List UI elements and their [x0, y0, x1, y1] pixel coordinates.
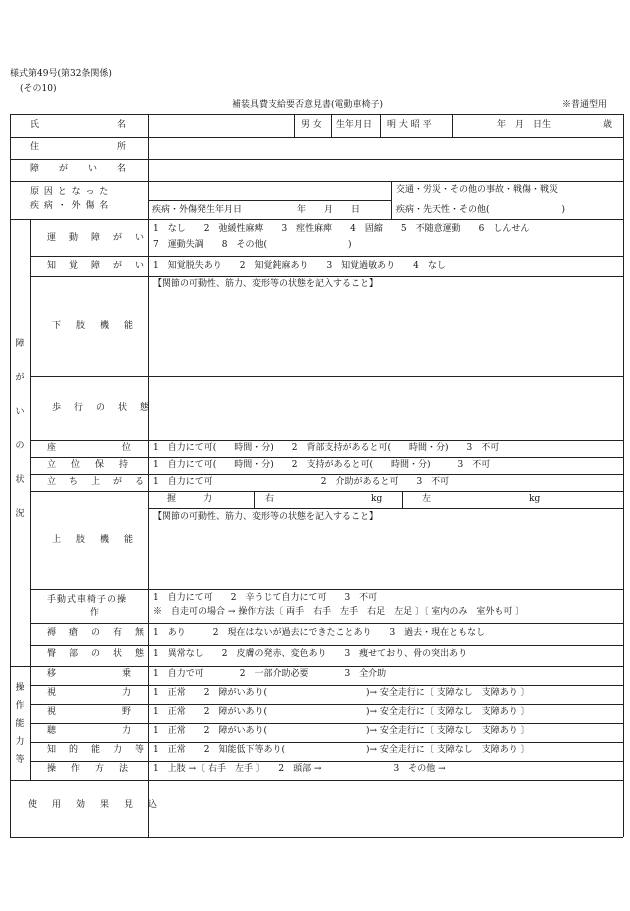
hearing-label: 聴 力 [47, 726, 131, 736]
divider [30, 276, 623, 277]
grip-right-label: 右 [265, 494, 275, 504]
divider [294, 114, 295, 137]
divider [30, 742, 623, 743]
buttock-label: 臀 部 の 状 態 [47, 649, 147, 659]
vision-label: 視 力 [47, 688, 131, 698]
divider [30, 623, 623, 624]
divider [30, 440, 623, 441]
visual-field-label: 視 野 [47, 707, 131, 717]
standing-label: 立 位 保 持 [47, 460, 132, 470]
divider [10, 666, 623, 667]
divider [10, 137, 623, 138]
divider [391, 181, 392, 219]
age-unit: 歳 [603, 120, 613, 130]
divider [30, 704, 623, 705]
manual-wheelchair-label-1: 手動式車椅子の操 [47, 595, 128, 605]
cause-label-1: 原 因 と な っ た [30, 187, 110, 197]
form-subnumber: (その10) [20, 84, 57, 94]
frame-left [10, 114, 11, 837]
cause-option-disease: 疾病・先天性・その他( ) [396, 205, 566, 215]
hearing-options: 1 正常 2 障がいあり( )→ 安全走行に〔 支障なし 支障あり 〕 [153, 726, 530, 736]
lower-limb-label: 下 肢 機 能 [52, 321, 137, 331]
stand-up-label: 立 ち 上 が る [47, 477, 147, 487]
sensory-options: 1 知覚脱失あり 2 知覚鈍麻あり 3 知覚過敏あり 4 なし [153, 261, 446, 271]
grip-strength-label: 握 力 [167, 494, 213, 504]
divider [30, 491, 623, 492]
divider [331, 114, 332, 137]
divider [10, 219, 623, 220]
operation-method-options: 1 上肢 →〔 右手 左手 〕 2 頭部 → 3 その他 → [153, 764, 446, 774]
form-type-note: ※普通型用 [562, 100, 608, 110]
divider [30, 723, 623, 724]
form-number: 様式第49号(第32条関係) [10, 69, 112, 79]
sex-options: 男 女 [301, 120, 322, 130]
divider [254, 491, 255, 508]
sitting-label: 座 位 [47, 443, 131, 453]
divider [30, 474, 623, 475]
motor-options-line2: 7 運動失調 8 その他( ) [153, 240, 352, 250]
visual-field-options: 1 正常 2 障がいあり( )→ 安全走行に〔 支障なし 支障あり 〕 [153, 707, 530, 717]
frame-bottom [10, 837, 623, 838]
divider [148, 200, 391, 201]
standing-options: 1 自力にて可( 時間・分) 2 支持があると可( 時間・分) 3 不可 [153, 460, 491, 470]
onset-date-label: 疾病・外傷発生年月日 [152, 205, 243, 215]
sensory-disability-label: 知 覚 障 が い [47, 261, 147, 271]
divider [10, 181, 623, 182]
grip-left-unit: kg [529, 494, 541, 504]
buttock-options: 1 異常なし 2 皮膚の発赤、変色あり 3 痩せており、骨の突出あり [153, 649, 468, 659]
cause-label-2: 疾 病 ・ 外 傷 名 [30, 201, 110, 211]
frame-right [623, 114, 624, 837]
form-title: 補装具費支給要否意見書(電動車椅子) [232, 100, 384, 110]
divider [452, 114, 453, 137]
divider [30, 376, 623, 377]
manual-wheelchair-options: 1 自力にて可 2 辛うじて自力にて可 3 不可 [153, 593, 378, 603]
onset-date-value: 年 月 日 [297, 205, 361, 215]
upper-limb-label: 上 肢 機 能 [52, 535, 137, 545]
boarding-options: 1 自力で可 2 一部介助必要 3 全介助 [153, 669, 387, 679]
divider [402, 491, 403, 508]
divider [30, 645, 623, 646]
motor-options-line1: 1 なし 2 弛緩性麻痺 3 痙性麻痺 4 固縮 5 不随意運動 6 しんせん [153, 224, 530, 234]
label-column-divider [148, 114, 149, 837]
divider [148, 508, 623, 509]
bedsore-label: 褥 瘡 の 有 無 [47, 628, 147, 638]
disability-name-label: 障 が い 名 [30, 164, 126, 174]
address-label: 住 所 [30, 142, 126, 152]
bedsore-options: 1 あり 2 現在はないが過去にできたことあり 3 過去・現在ともなし [153, 628, 486, 638]
boarding-label: 移 乗 [47, 669, 131, 679]
lower-limb-note: 【関節の可動性、筋力、変形等の状態を記入すること】 [153, 279, 379, 289]
era-options: 明 大 昭 平 [387, 120, 432, 130]
intellect-label: 知 的 能 力 等 [47, 745, 147, 755]
birthdate-label: 生年月日 [336, 120, 373, 130]
divider [30, 457, 623, 458]
section-operation-label: 操 作 能 力 等 [15, 683, 25, 765]
frame-top [10, 114, 623, 115]
birthdate-value: 年 月 日生 [497, 120, 552, 130]
grip-right-unit: kg [371, 494, 383, 504]
stand-up-options: 1 自力にて可 2 介助があると可 3 不可 [153, 477, 450, 487]
divider [10, 780, 623, 781]
divider [30, 589, 623, 590]
motor-disability-label: 運 動 障 が い [47, 233, 147, 243]
grip-left-label: 左 [422, 494, 432, 504]
sitting-options: 1 自力にて可( 時間・分) 2 背部支持があると可( 時間・分) 3 不可 [153, 443, 500, 453]
expected-effect-label: 使 用 効 果 見 込 [28, 800, 161, 810]
section-disability-divider [30, 219, 31, 666]
operation-method-label: 操 作 方 法 [47, 764, 132, 774]
section-disability-label: 障 が い の 状 況 [15, 339, 25, 519]
walking-status-label: 歩 行 の 状 態 [52, 403, 152, 413]
divider [10, 159, 623, 160]
name-label: 氏 名 [30, 120, 126, 130]
divider [380, 114, 381, 137]
upper-limb-note: 【関節の可動性、筋力、変形等の状態を記入すること】 [153, 512, 379, 522]
divider [30, 256, 623, 257]
divider [30, 761, 623, 762]
vision-options: 1 正常 2 障がいあり( )→ 安全走行に〔 支障なし 支障あり 〕 [153, 688, 530, 698]
manual-wheelchair-method: ※ 自走可の場合 → 操作方法〔 両手 右手 左手 右足 左足 〕〔 室内のみ 室外も可 〕 [153, 607, 525, 617]
cause-option-accident: 交通・労災・その他の事故・戦傷・戦災 [396, 185, 559, 195]
divider [30, 685, 623, 686]
manual-wheelchair-label-2: 作 [90, 608, 100, 618]
intellect-options: 1 正常 2 知能低下等あり( )→ 安全走行に〔 支障なし 支障あり 〕 [153, 745, 530, 755]
